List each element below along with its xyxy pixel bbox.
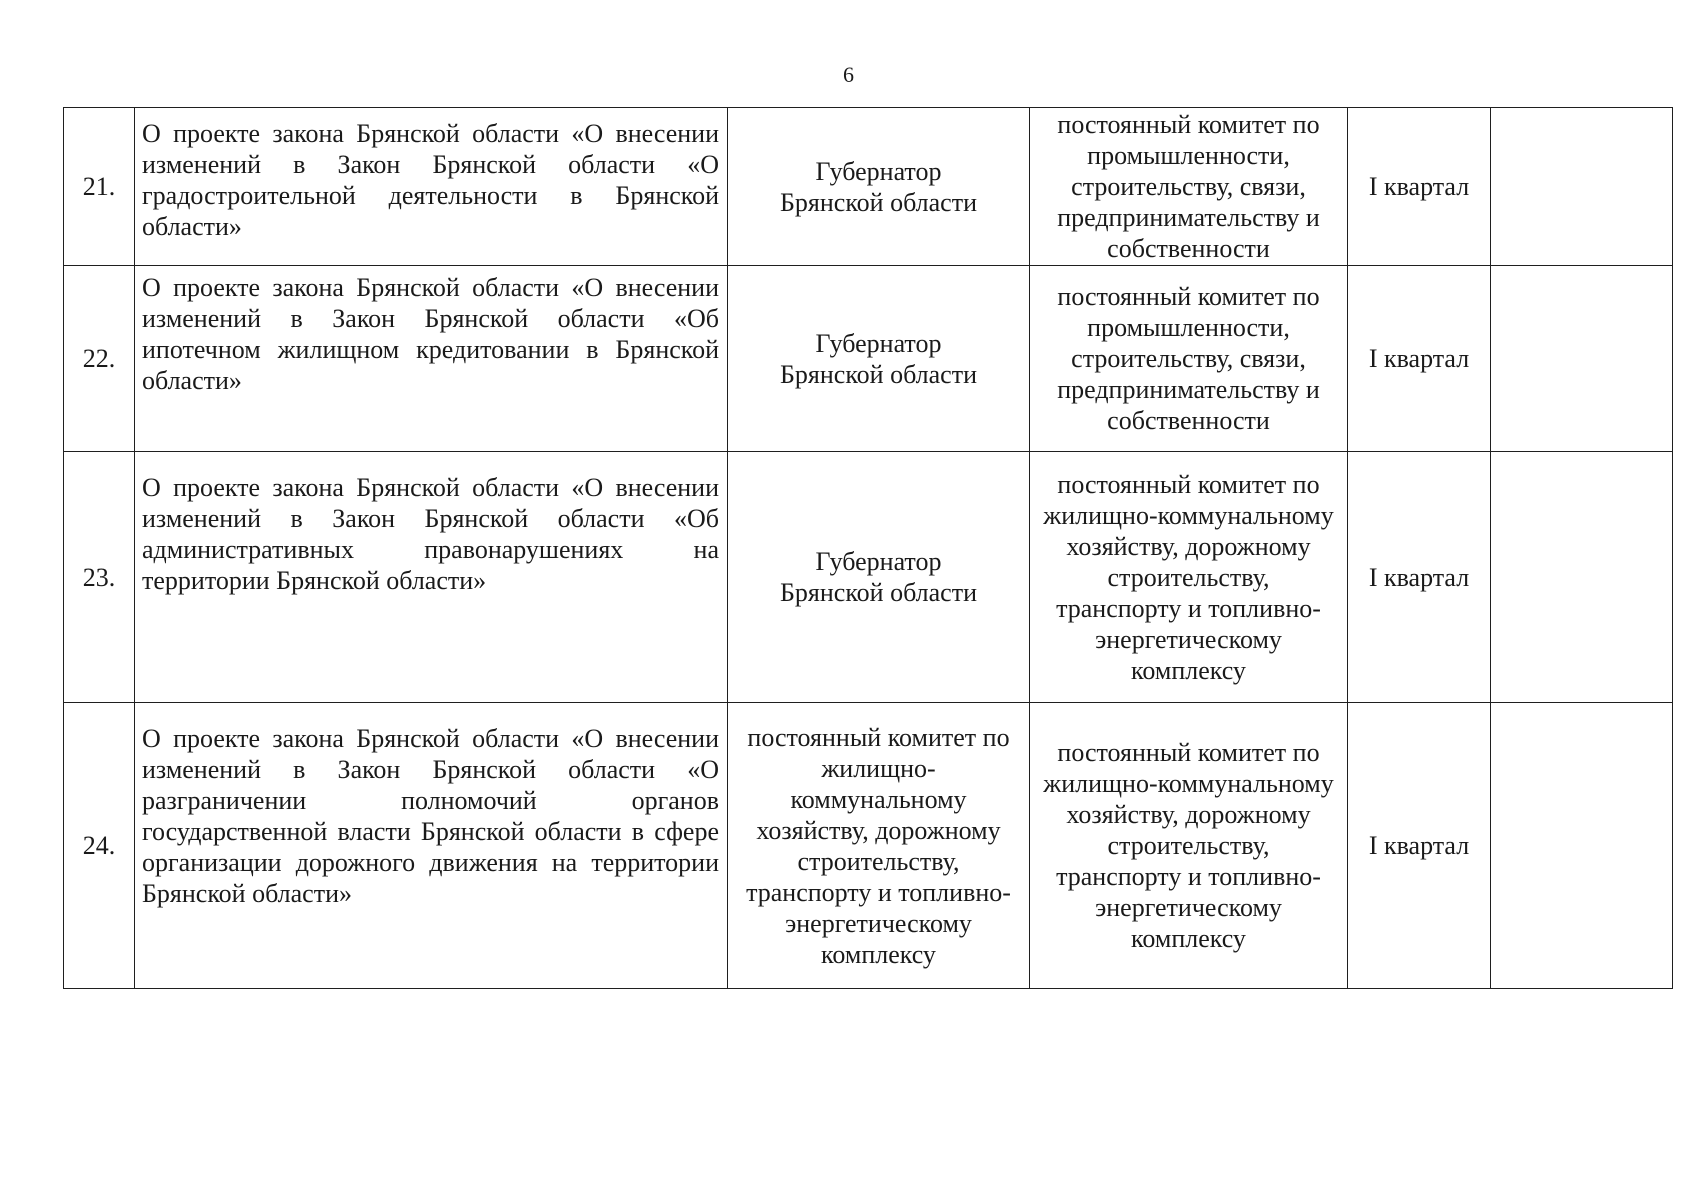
- row-initiator: [728, 452, 1030, 703]
- table-row: [64, 108, 1673, 266]
- row-initiator: [728, 266, 1030, 452]
- row-note: [1491, 266, 1673, 452]
- table-row: [64, 452, 1673, 703]
- row-committee-text: постоянный комитет по жилищно-коммунальному хозяйству, дорожному строительству, транспорту и топливно-энергетическому комплексу: [1043, 738, 1334, 953]
- row-number: 22.: [64, 266, 135, 452]
- row-note: [1491, 703, 1673, 989]
- row-initiator: [728, 703, 1030, 989]
- row-initiator: [728, 108, 1030, 266]
- row-deadline: I квартал: [1348, 703, 1491, 989]
- row-committee: [1030, 108, 1348, 266]
- legislative-plan-table: [63, 107, 1673, 989]
- row-initiator-text: Губернатор Брянской области: [780, 156, 977, 217]
- row-title: О проекте закона Брянской области «О внесении изменений в Закон Брянской области «О разграничении полномочий органов государственной власти Брянской области в сфере организации дорожного движения на территории Брянской области»: [135, 703, 728, 989]
- row-committee: [1030, 703, 1348, 989]
- row-committee: [1030, 266, 1348, 452]
- row-committee-text: постоянный комитет по промышленности, строительству, связи, предпринимательству и собственности: [1057, 110, 1320, 263]
- row-note: [1491, 452, 1673, 703]
- table-row: [64, 703, 1673, 989]
- row-number: 23.: [64, 452, 135, 703]
- table-row: [64, 266, 1673, 452]
- row-committee-text: постоянный комитет по жилищно-коммунальному хозяйству, дорожному строительству, транспорту и топливно-энергетическому комплексу: [1043, 469, 1334, 685]
- page-number: 6: [843, 62, 854, 87]
- row-committee: [1030, 452, 1348, 703]
- row-deadline: I квартал: [1348, 108, 1491, 266]
- row-note: [1491, 108, 1673, 266]
- row-title: О проекте закона Брянской области «О внесении изменений в Закон Брянской области «О градостроительной деятельности в Брянской области»: [135, 108, 728, 266]
- row-committee-text: постоянный комитет по промышленности, строительству, связи, предпринимательству и собственности: [1057, 282, 1320, 435]
- row-number: 24.: [64, 703, 135, 989]
- row-deadline: I квартал: [1348, 266, 1491, 452]
- row-deadline: I квартал: [1348, 452, 1491, 703]
- row-initiator-text: Губернатор Брянской области: [780, 328, 977, 389]
- row-title: О проекте закона Брянской области «О внесении изменений в Закон Брянской области «Об ипотечном жилищном кредитовании в Брянской области»: [135, 266, 728, 452]
- row-title: О проекте закона Брянской области «О внесении изменений в Закон Брянской области «Об административных правонарушениях на территории Брянской области»: [135, 452, 728, 703]
- row-number: 21.: [64, 108, 135, 266]
- row-initiator-text: Губернатор Брянской области: [780, 547, 977, 607]
- row-initiator-text: постоянный комитет по жилищно-коммунальному хозяйству, дорожному строительству, транспорту и топливно-энергетическому комплексу: [746, 722, 1011, 969]
